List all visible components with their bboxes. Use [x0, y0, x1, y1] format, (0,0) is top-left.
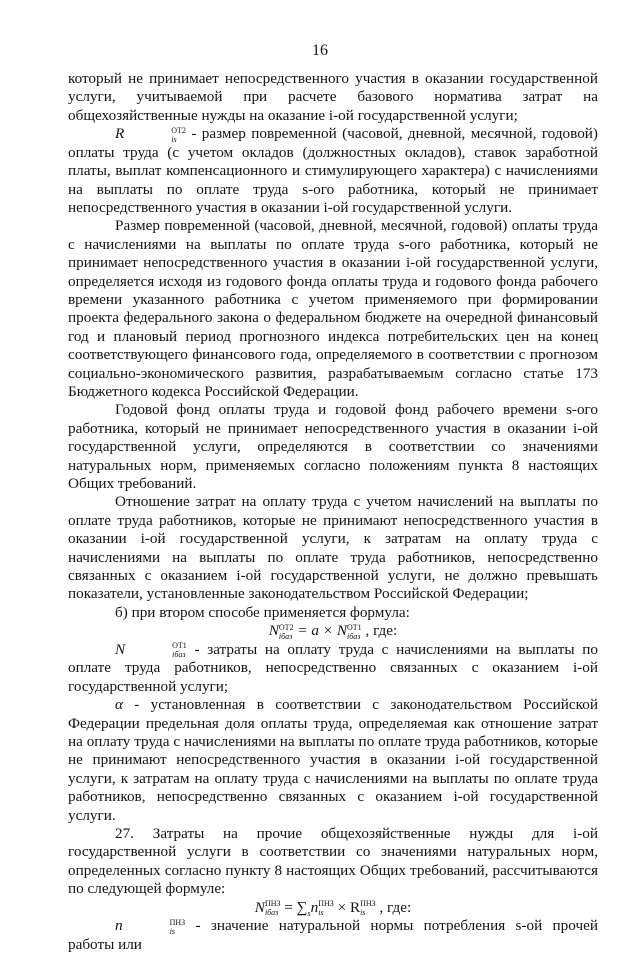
- paragraph-pay-size: Размер повременной (часовой, дневной, месячной, годовой) оплаты труда с начислениями на выплаты по оплате труда s-ого работника, который не принимает непосредственного участия в оказании i-ой государственной услуги, определяется исходя из годового фонда оплаты труда и годового фонда рабочего времени указанного работника с учетом применяемого при формировании проекта федерального закона о федеральном бюджете на очередной финансовый год и плановый период прогнозного индекса потребительских цен на конец соответствующего финансового года, определяемого в соответствии с прогнозом социально-экономического развития, разрабатываемым согласно статье 173 Бюджетного кодекса Российской Федерации.: [68, 217, 598, 401]
- symbol-scripts: ОТ2 is: [171, 125, 186, 144]
- paragraph-ratio: Отношение затрат на оплату труда с учетом начислений на выплаты по оплате труда работников, которые не принимают непосредственного участия в оказании i-ой государственной услуги, к затратам на оплату труда с начислениями на выплаты по оплате труда работников, непосредственно связанных с оказанием i-ой государственной услуги, не должно превышать показатели, установленные законодательством Российской Федерации;: [68, 493, 598, 603]
- definition-text: - размер повременной (часовой, дневной, месячной, годовой) оплаты труда (с учетом окладов (должностных окладов), ставок заработной платы, выплат компенсационного и стимулирующего характера) с начислениями на выплаты по оплате труда s-ого работника, который не принимает непосредственного участия в оказании i-ой государственной услуги.: [68, 125, 598, 216]
- definition-alpha: α - установленная в соответствии с законодательством Российской Федерации предельная доля оплаты труда, определяемая как отношение затрат на оплату труда с начислениями на выплаты по оплате труда работников, которые не принимают непосредственного участия в оказании i-ой государственной услуги, к затратам на оплату труда с начислениями на выплаты по оплате труда работников, непосредственно связанных с оказанием i-ой государственной услуги.: [68, 696, 598, 824]
- paragraph-continuation: который не принимает непосредственного участия в оказании государственной услуги, учитываемой при расчете базового норматива затрат на общехозяйственные нужды на оказание i-ой государственной услуги;: [68, 70, 598, 124]
- symbol-r: R: [115, 125, 125, 143]
- paragraph-annual-fund: Годовой фонд оплаты труда и годовой фонд рабочего времени s-ого работника, который не принимает непосредственного участия в оказании i-ой государственной услуги, определяются в соответствии со значениями натуральных норм, применяемых согласно положениям пункта 8 настоящих Общих требований.: [68, 401, 598, 493]
- definition-n-ot1: N ОТ1 iбаз - затраты на оплату труда с начислениями на выплаты по оплате труда работников, непосредственно связанных с оказанием i-ой государственной услуги;: [68, 640, 598, 695]
- formula-ot2: N ОТ2 iбаз = a × N ОТ1 iбаз , где:: [268, 622, 398, 641]
- paragraph-27: 27. Затраты на прочие общехозяйственные нужды для i-ой государственной услуги в соответствии со значениями натуральных норм, определенных согласно пункту 8 настоящих Общих требований, рассчитываются по следующей формуле:: [68, 824, 598, 898]
- definition-r-ot2: [68, 125, 598, 217]
- page-number: 16: [312, 42, 328, 59]
- document-body: [68, 70, 598, 954]
- definition-n-pnz: n ПНЗ is - значение натуральной нормы потребления s-ой прочей работы или: [68, 917, 598, 953]
- paragraph-second-method: б) при втором способе применяется формула:: [115, 603, 410, 621]
- formula-pnz: N ПНЗ iбаз = $\sum_sn$ ПНЗ is × R ПНЗ is , где:: [254, 898, 412, 918]
